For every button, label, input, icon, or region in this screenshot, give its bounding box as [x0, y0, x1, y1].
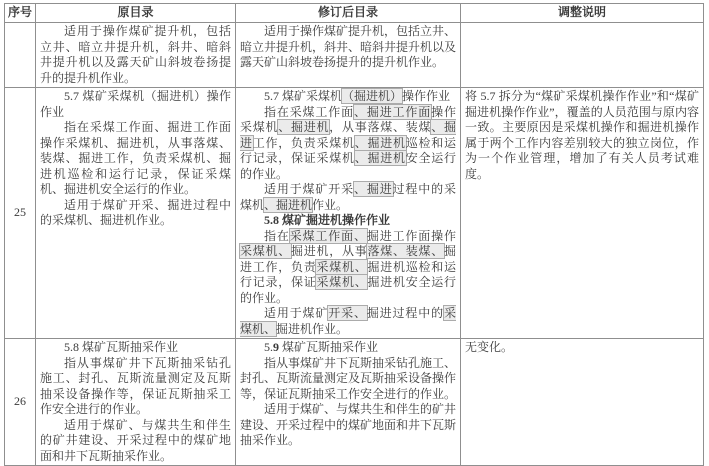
- revision-highlight: 采煤机、: [316, 275, 368, 289]
- text-block: [465, 340, 699, 356]
- text-segment: 适用于煤矿: [264, 306, 329, 320]
- text-block: [240, 213, 456, 229]
- text-segment: 工作，负责采煤机: [252, 135, 355, 150]
- text-segment: 无变化。: [465, 340, 514, 354]
- table-row: [5, 88, 704, 339]
- text-segment: 操作采煤机: [240, 104, 456, 134]
- revision-highlight: 采煤机、: [240, 244, 291, 258]
- cell-note: [461, 339, 704, 466]
- text-segment: 指在采煤工作面: [264, 104, 354, 119]
- text-segment: 巡检和运行记录，保证采煤机: [240, 135, 456, 165]
- revision-highlight: 开采、: [328, 306, 367, 320]
- header-adjustment-note: 调整说明: [461, 4, 704, 23]
- cell-note: [461, 88, 704, 339]
- revision-highlight: （掘进机）: [342, 89, 403, 103]
- text-segment: 指从事煤矿井下瓦斯抽采钻孔施工、封孔、瓦斯流量测定及瓦斯抽采设备操作等，保证瓦斯抽采工作安全进行的作业。: [40, 355, 231, 416]
- text-segment: 指从事煤矿井下瓦斯抽采钻孔施工、封孔、瓦斯流量测定及瓦斯抽采设备操作等，保证瓦斯抽采工作安全进行的作业。: [240, 355, 457, 401]
- text-segment: 5.8 煤矿掘进机操作作业: [264, 213, 391, 227]
- revision-highlight: 采煤工作面、: [289, 228, 367, 243]
- text-segment: 掘进机，从事: [291, 244, 368, 258]
- cell-revised: [236, 339, 461, 466]
- text-segment: 适用于煤矿开采: [264, 182, 354, 196]
- text-segment: 5.: [264, 340, 273, 354]
- text-block: [40, 120, 231, 198]
- revision-highlight: 采煤机、: [240, 306, 456, 336]
- text-block: [240, 105, 456, 183]
- text-block: [240, 306, 456, 337]
- text-block: [240, 340, 456, 356]
- text-block: [240, 356, 456, 403]
- text-segment: 将 5.7 拆分为“煤矿采煤机操作作业”和“煤矿掘进机操作作业”，覆盖的人员范围与原内容一致。主要原因是采煤机操作和掘进机操作属于两个工作内容差别较大的独立岗位，作为一个作业管理，增加了有关人员考试难度。: [465, 89, 699, 181]
- header-row: [5, 4, 704, 23]
- text-block: [240, 24, 456, 71]
- cell-revised: [236, 88, 461, 339]
- text-segment: 适用于操作煤矿提升机，包括立井、暗立井提升机，斜井、暗斜井提升机以及露天矿山斜坡卷扬提升的提升机作业。: [240, 24, 457, 69]
- header-seq: 序号: [5, 4, 36, 23]
- cell-original: [36, 88, 236, 339]
- text-segment: 安全运行的作业。: [240, 151, 456, 181]
- row-number: 26: [5, 339, 36, 466]
- revision-highlight: 、掘进: [353, 182, 393, 196]
- text-segment: 适用于操作煤矿提升机，包括立井、暗立井提升机，斜井、暗斜井提升机以及露天矿山斜坡卷扬提升的提升机作业。: [40, 24, 231, 85]
- text-segment: 5.7 煤矿采煤机: [264, 89, 343, 103]
- text-block: [40, 418, 231, 465]
- text-segment: 煤矿瓦斯抽采作业: [279, 340, 379, 354]
- document-page: [4, 3, 704, 466]
- revision-highlight: 、掘进机: [264, 197, 313, 212]
- text-block: [40, 356, 231, 418]
- revision-comparison-table: [4, 3, 704, 466]
- revision-highlight: 、掘进机: [354, 135, 406, 150]
- text-segment: 适用于煤矿、与煤共生和伴生的矿井建设、开采过程中的煤矿地面和井下瓦斯抽采作业。: [40, 417, 231, 463]
- table-row: [5, 23, 704, 88]
- text-segment: 作业。: [312, 197, 349, 212]
- text-block: [240, 89, 456, 105]
- text-segment: 掘进过程中的: [366, 306, 444, 320]
- revision-highlight: 采煤机、: [316, 259, 368, 274]
- header-original-catalog: 原目录: [36, 4, 236, 23]
- text-segment: 掘进机安全运行的作业。: [240, 275, 456, 305]
- text-segment: 操作作业: [402, 89, 451, 103]
- cell-revised: [236, 23, 461, 88]
- row-number: [5, 23, 36, 88]
- text-block: [40, 24, 231, 86]
- text-segment: 掘进机巡检和运行记录，保证: [240, 259, 456, 289]
- revision-highlight: 、掘进机: [278, 120, 330, 134]
- revision-highlight: 落煤、装煤、: [367, 244, 444, 258]
- text-segment: 5.7 煤矿采煤机（掘进机）操作作业: [40, 89, 231, 119]
- text-block: [465, 89, 699, 182]
- revision-highlight: 、掘进: [240, 120, 456, 150]
- text-block: [240, 402, 456, 449]
- text-segment: 掘进工作，负责: [240, 244, 456, 274]
- header-revised-catalog: 修订后目录: [236, 4, 461, 23]
- text-segment: 过程中的采煤机: [240, 182, 456, 212]
- row-number: 25: [5, 88, 36, 339]
- text-block: [240, 229, 456, 307]
- text-block: [40, 340, 231, 356]
- text-segment: ，从事落煤、装煤: [329, 120, 432, 134]
- cell-original: [36, 339, 236, 466]
- text-segment: 掘进机作业。: [276, 321, 349, 336]
- text-segment: 适用于煤矿开采、掘进过程中的采煤机、掘进机作业。: [40, 197, 231, 227]
- table-row: [5, 339, 704, 466]
- text-segment: 适用于煤矿、与煤共生和伴生的矿井建设、开采过程中的煤矿地面和井下瓦斯抽采作业。: [240, 402, 457, 447]
- revision-highlight: 、掘进机: [354, 151, 406, 165]
- text-block: [240, 182, 456, 213]
- text-segment: 9: [273, 340, 279, 354]
- cell-original: [36, 23, 236, 88]
- text-segment: 指在采煤工作面、掘进工作面操作采煤机、掘进机，从事落煤、装煤、掘进工作，负责采煤机、掘进机巡检和运行记录，保证采煤机、掘进机安全运行的作业。: [40, 120, 231, 196]
- text-block: [40, 198, 231, 229]
- text-segment: 指在: [264, 228, 290, 243]
- text-segment: 5.8 煤矿瓦斯抽采作业: [64, 340, 179, 354]
- cell-note: [461, 23, 704, 88]
- text-segment: 掘进工作面操作: [366, 228, 456, 243]
- text-block: [40, 89, 231, 120]
- revision-highlight: 、掘进工作面: [353, 104, 432, 119]
